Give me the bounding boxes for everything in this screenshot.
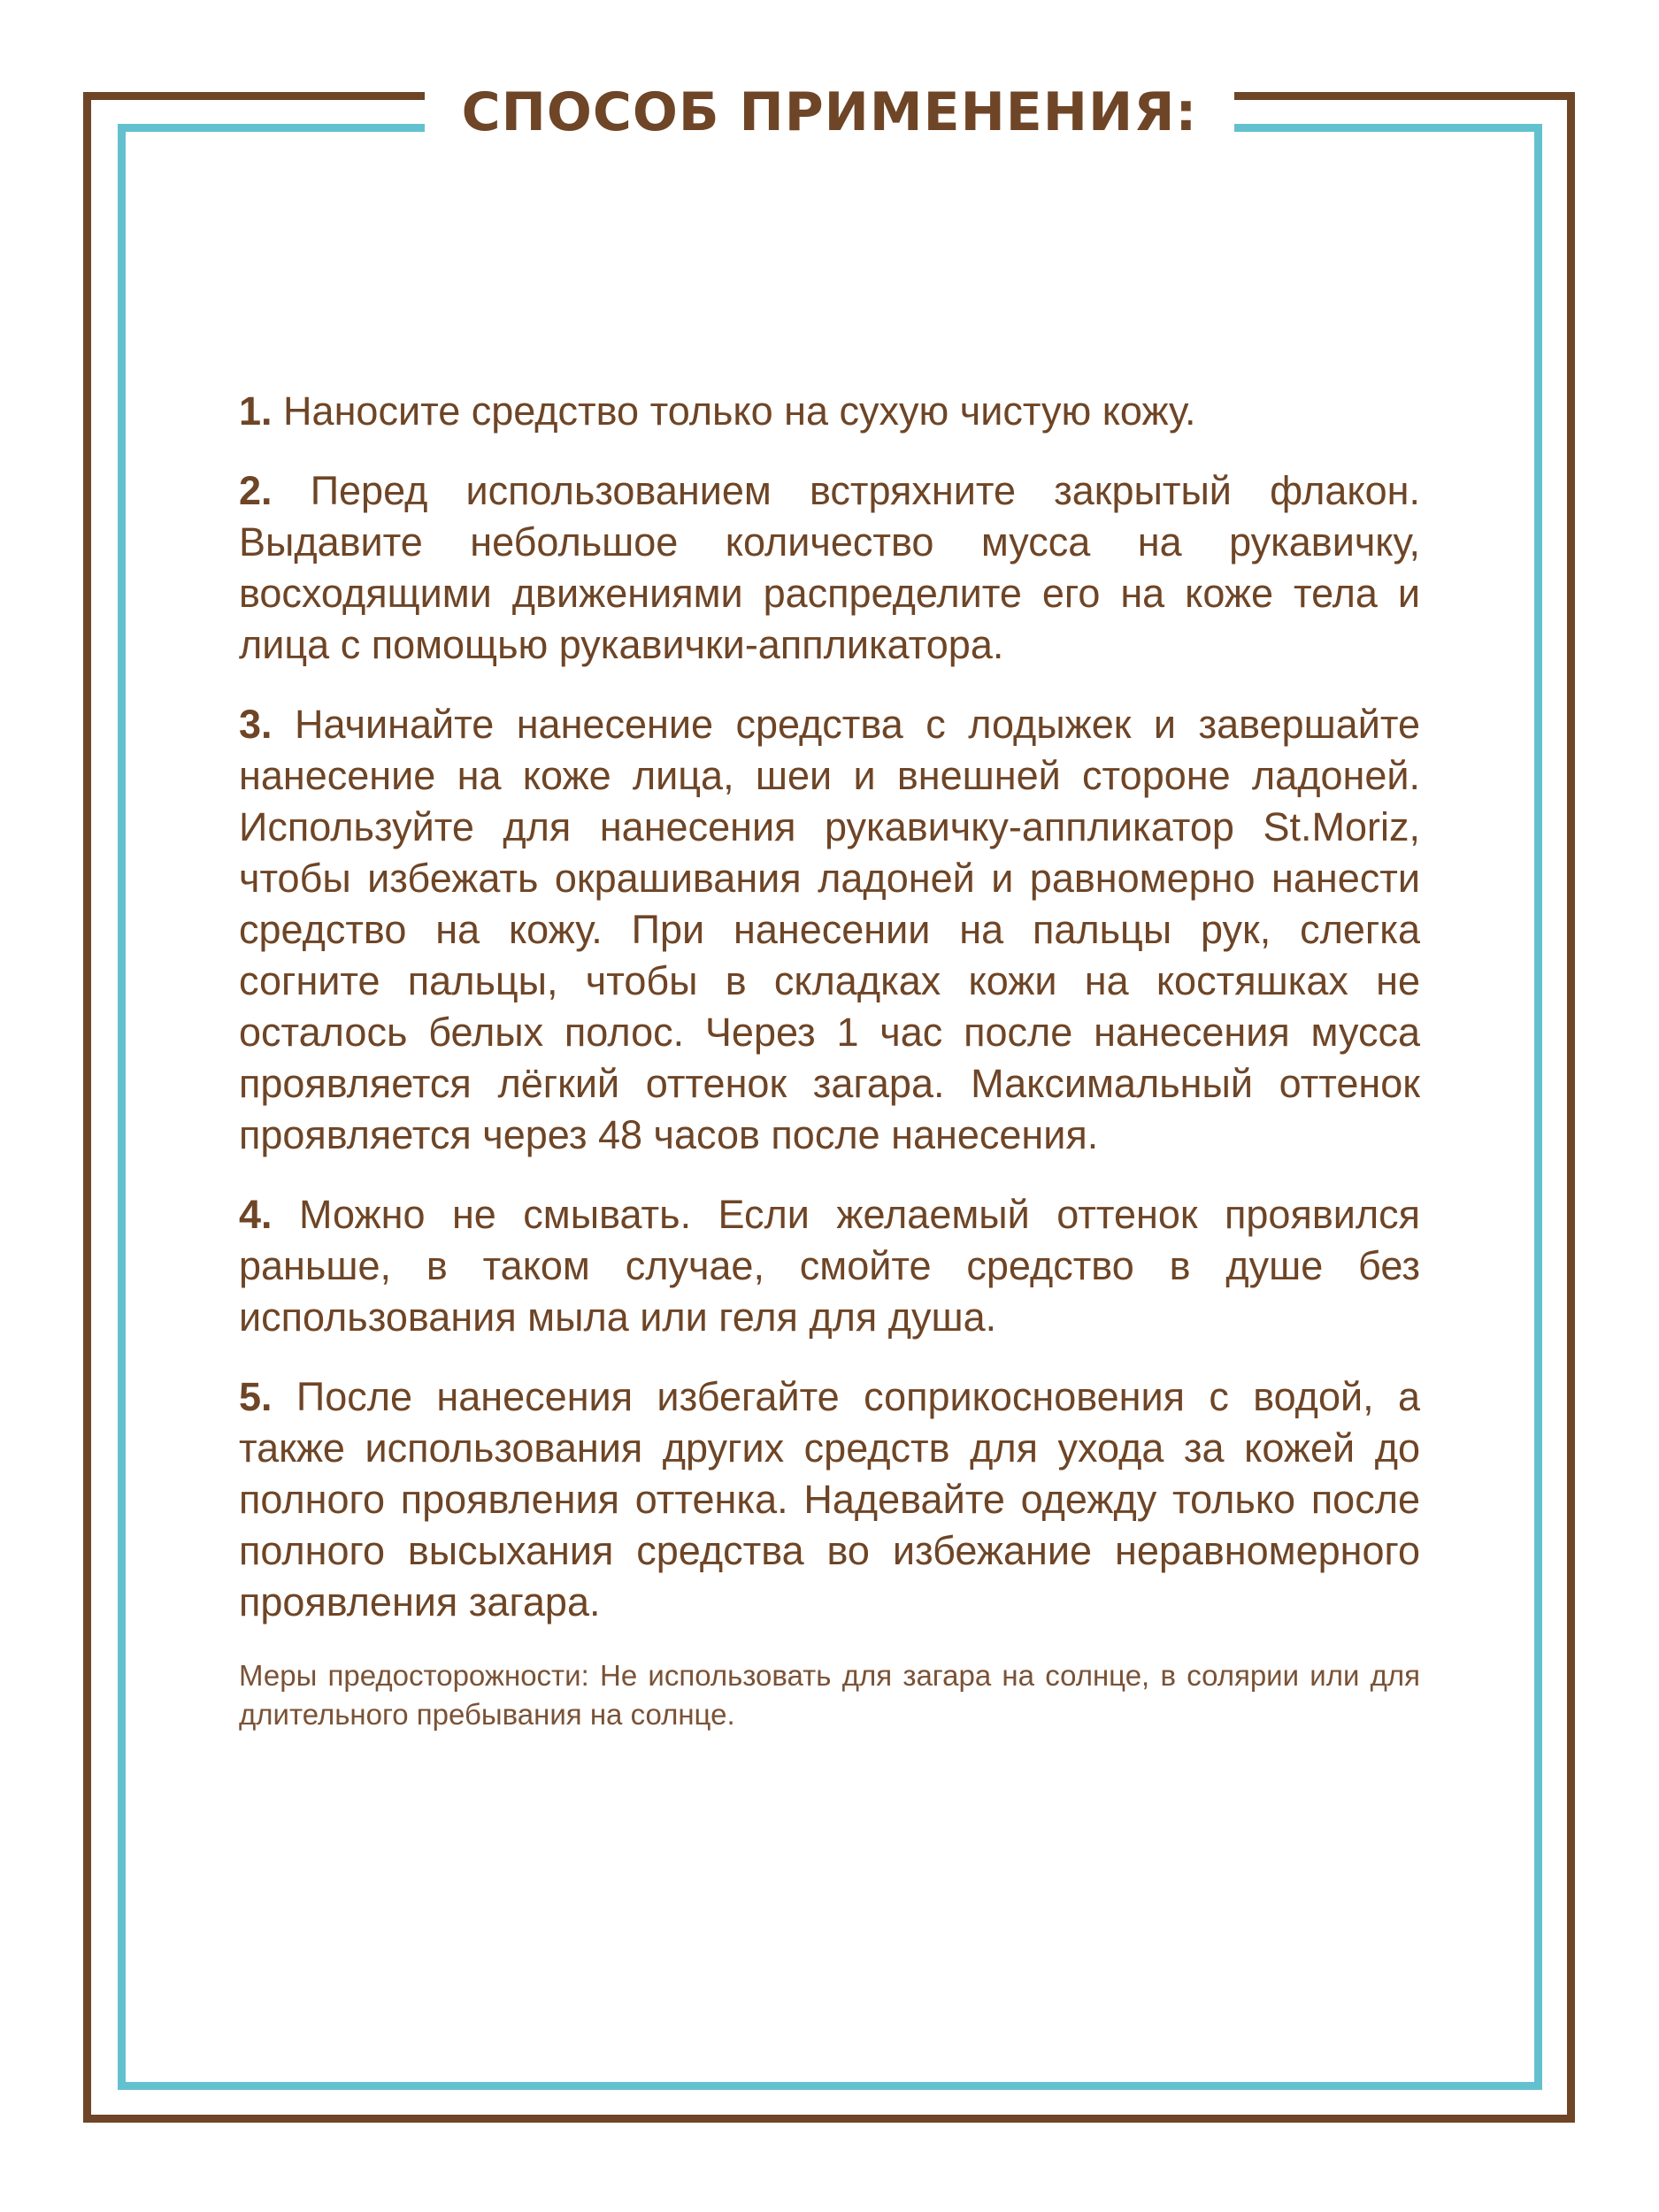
- step-number: 5.: [239, 1374, 273, 1419]
- step-1: [239, 386, 1420, 437]
- step-3: [239, 699, 1420, 1161]
- step-number: 4.: [239, 1192, 273, 1237]
- step-number: 1.: [239, 388, 273, 434]
- page-title: СПОСОБ ПРИМЕНЕНИЯ:: [461, 81, 1198, 143]
- step-2: [239, 465, 1420, 671]
- step-text: Перед использованием встряхните закрытый флакон. Выдавите небольшое количество мусса на рукавичку, восходящими движениями распределите его на коже тела и лица с помощью рукавички-аппликатора.: [239, 468, 1420, 667]
- step-number: 3.: [239, 702, 273, 747]
- step-text: После нанесения избегайте соприкосновения с водой, а также использования других средств для ухода за кожей до полного проявления оттенка. Надевайте одежду только после полного высыхания средства во избежание неравномерного проявления загара.: [239, 1374, 1420, 1624]
- precautions-note: Меры предосторожности: Не использовать для загара на солнце, в солярии или для длительного пребывания на солнце.: [239, 1659, 1420, 1731]
- step-4: [239, 1189, 1420, 1343]
- step-text: Наносите средство только на сухую чистую кожу.: [283, 388, 1196, 434]
- step-text: Начинайте нанесение средства с лодыжек и завершайте нанесение на коже лица, шеи и внешней стороне ладоней. Используйте для нанесения рукавичку-аппликатор St.Moriz, чтобы избежать окрашивания ладоней и равномерно нанести средство на кожу. При нанесении на пальцы рук, слегка согните пальцы, чтобы в складках кожи на костяшках не осталось белых полос. Через 1 час после нанесения мусса проявляется лёгкий оттенок загара. Максимальный оттенок проявляется через 48 часов после нанесения.: [239, 702, 1420, 1157]
- step-5: [239, 1371, 1420, 1628]
- step-number: 2.: [239, 468, 273, 513]
- step-text: Можно не смывать. Если желаемый оттенок проявился раньше, в таком случае, смойте средство в душе без использования мыла или геля для душа.: [239, 1192, 1420, 1340]
- instructions-content: [239, 386, 1420, 1734]
